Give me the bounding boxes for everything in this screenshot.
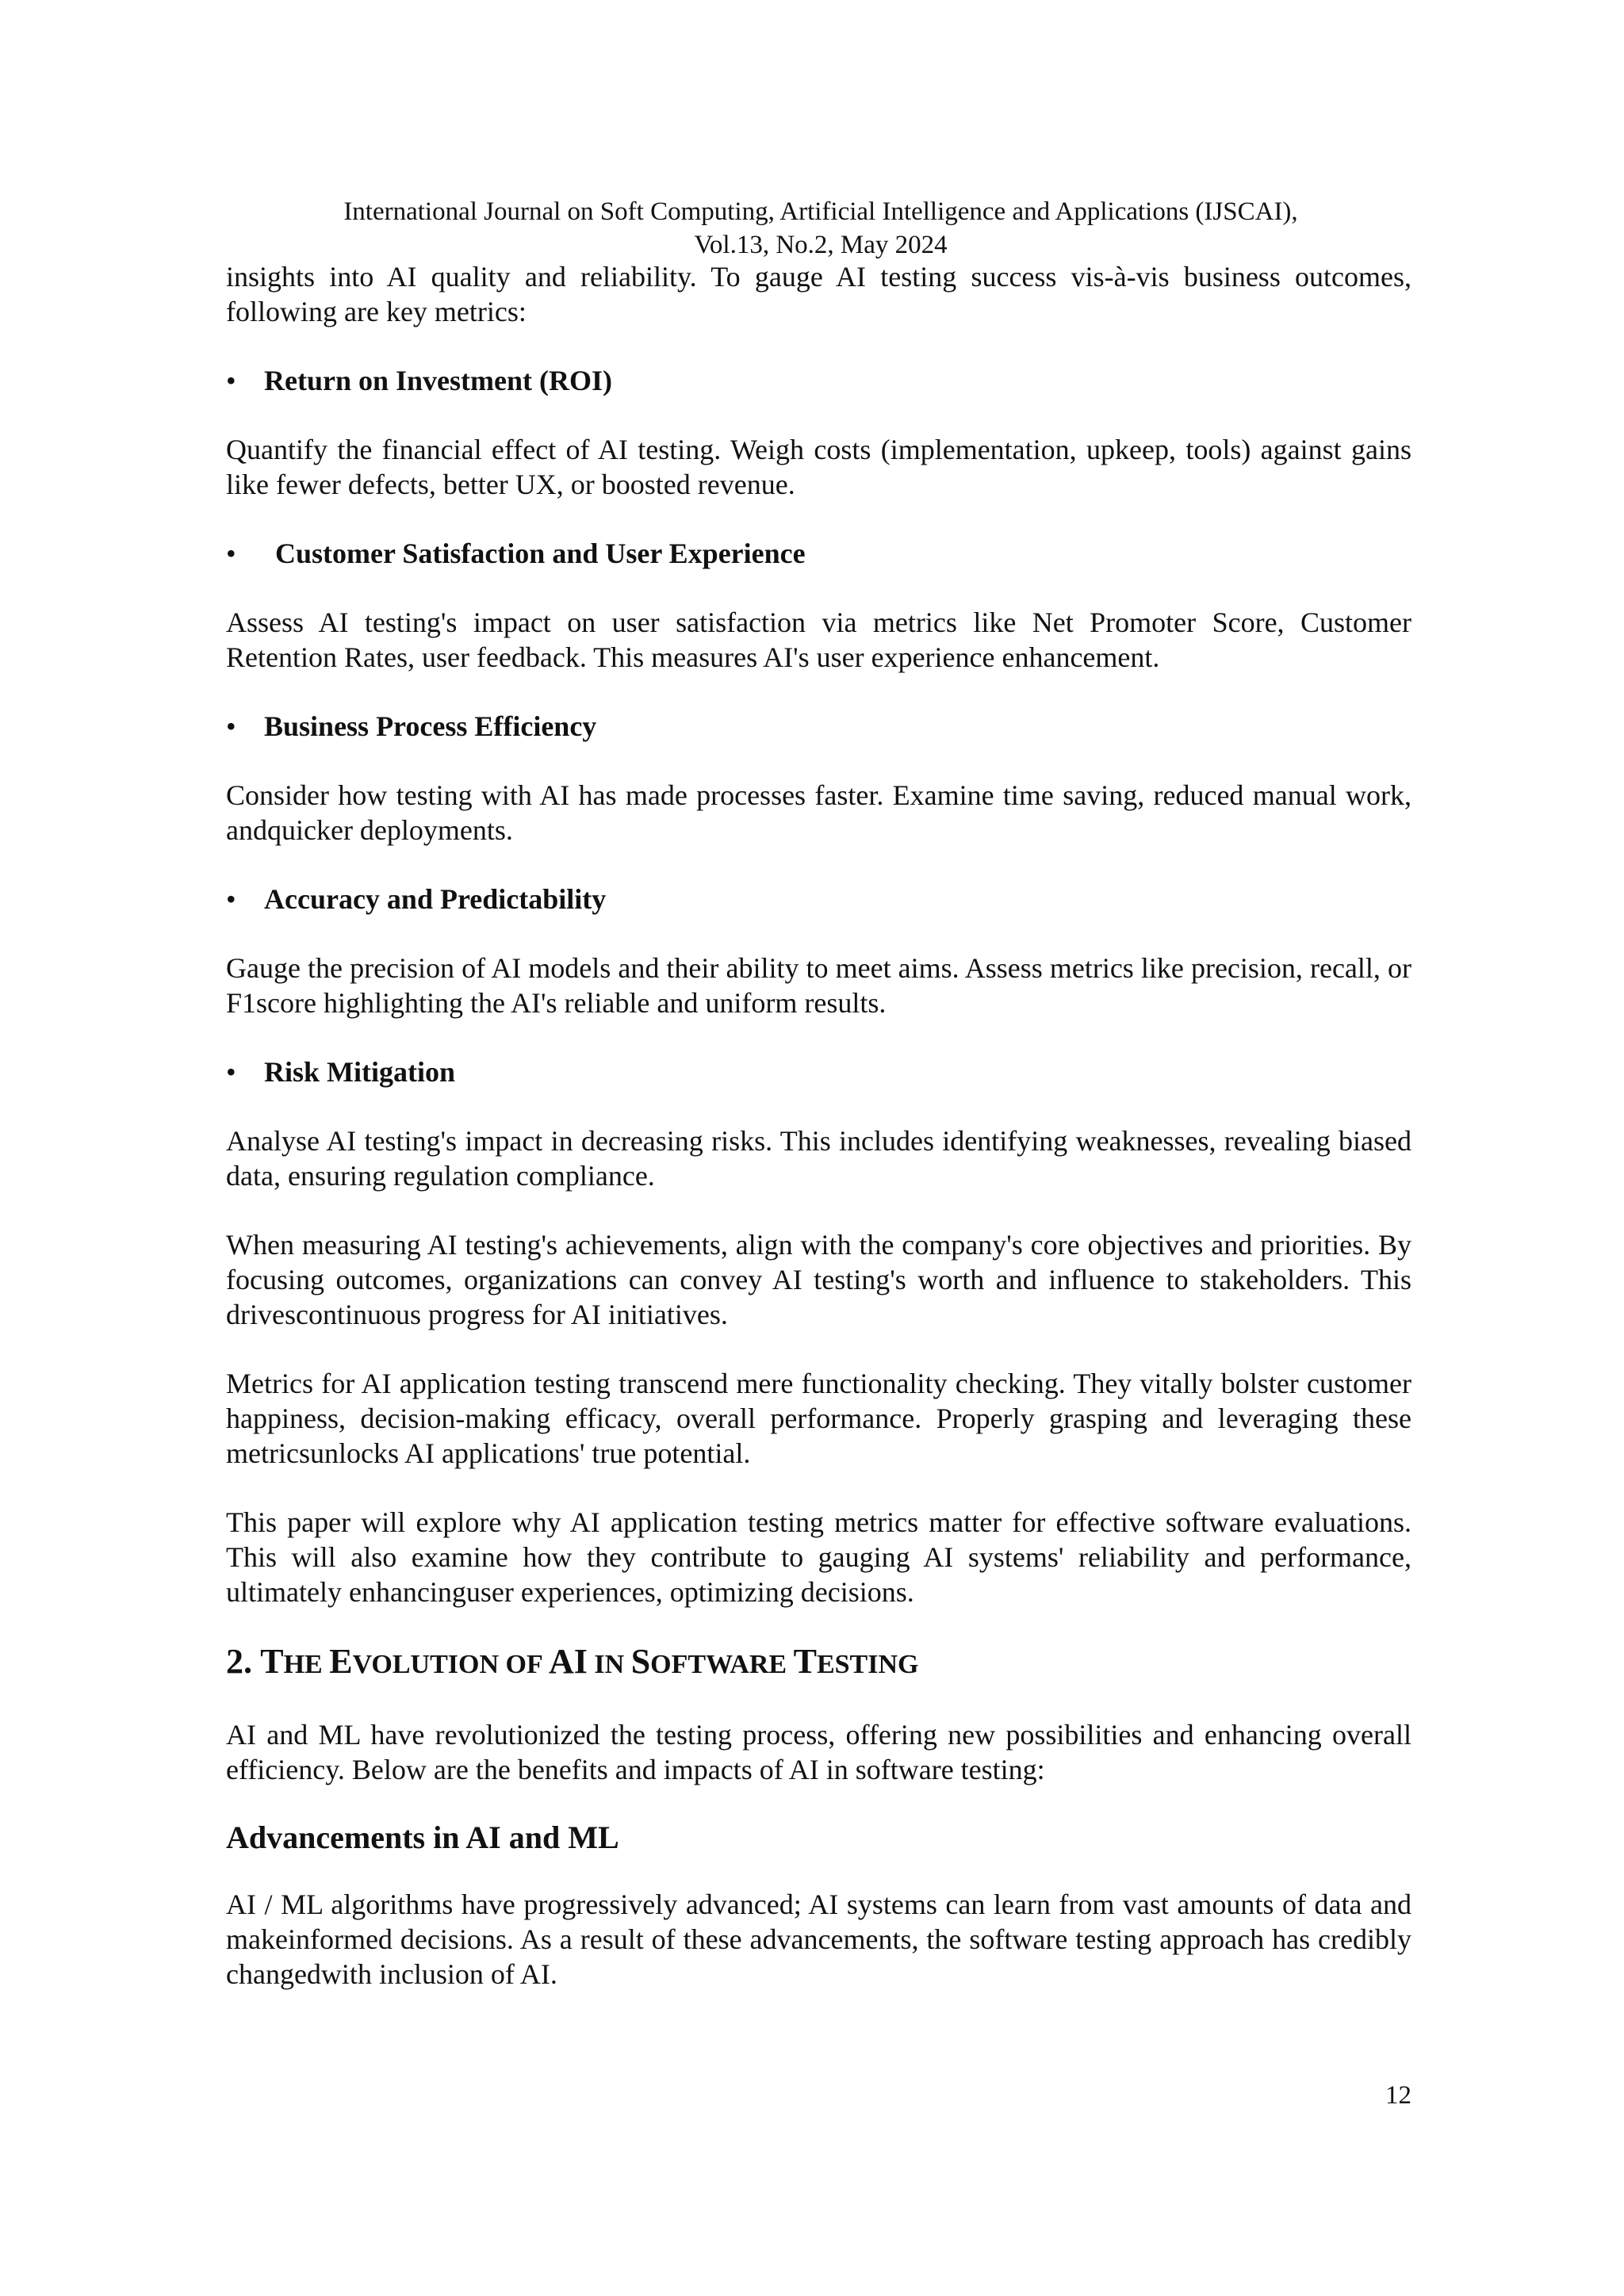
customer-satisfaction-paragraph: Assess AI testing's impact on user satisfaction via metrics like Net Promoter Score, Customer Retention Rates, user feedback. This measures AI's user experience enhancement. [226,607,1411,673]
bullet-title: Accuracy and Predictability [264,883,607,915]
bullet-title: Risk Mitigation [264,1056,456,1088]
intro-paragraph: insights into AI quality and reliability. To gauge AI testing success vis-à-vis business outcomes, following are key metrics: [226,261,1411,327]
bullet-business-process [226,709,1411,744]
bullet-accuracy [226,882,1411,916]
business-process-paragraph: Consider how testing with AI has made processes faster. Examine time saving, reduced manual work, andquicker deployments. [226,779,1411,846]
bullet-icon: • [226,538,236,569]
metrics-paragraph: Metrics for AI application testing transcend mere functionality checking. They vitally bolster customer happiness, decision-making efficacy, overall performance. Properly grasping and leveraging these metricsunlocks AI applications' true potential. [226,1368,1411,1469]
heading-part: S [630,1642,651,1681]
bullet-icon: • [226,710,236,742]
subheading: Advancements in AI and ML [226,1820,619,1855]
page-number: 12 [1385,2081,1411,2110]
journal-header-line1: International Journal on Soft Computing, Artificial Intelligence and Applications (IJSCAI), [343,197,1298,226]
bullet-icon: • [226,365,236,396]
paper-scope-paragraph: This paper will explore why AI application testing metrics matter for effective software evaluations. This will also examine how they contribute to gauging AI systems' reliability and performance, ultimately enhancinguser experiences, optimizing decisions. [226,1506,1411,1608]
main-text [226,259,1411,2026]
heading-part: OFTWARE [650,1650,794,1679]
advancements-paragraph: AI / ML algorithms have progressively advanced; AI systems can learn from vast amounts of data and makeinformed decisions. As a result of these advancements, the software testing approach has credibly changedwith inclusion of AI. [226,1888,1411,1990]
section-heading [226,1641,1411,1686]
heading-part: HE [283,1650,330,1679]
section-number: 2. [226,1642,252,1681]
heading-part: ESTING [816,1650,919,1679]
bullet-icon: • [226,883,236,915]
heading-part: E [329,1642,353,1681]
roi-paragraph: Quantify the financial effect of AI testing. Weigh costs (implementation, upkeep, tools) against gains like fewer defects, better UX, or boosted revenue. [226,434,1411,500]
bullet-title: Customer Satisfaction and User Experience [275,538,806,569]
bullet-title: Business Process Efficiency [264,710,597,742]
journal-header-line2: Vol.13, No.2, May 2024 [694,231,948,259]
section-intro-paragraph: AI and ML have revolutionized the testing process, offering new possibilities and enhancing overall efficiency. Below are the benefits and impacts of AI in software testing: [226,1719,1411,1785]
bullet-roi [226,363,1411,398]
bullet-risk-mitigation [226,1054,1411,1089]
heading-part: VOLUTION OF [352,1650,549,1679]
heading-part: T [793,1642,817,1681]
bullet-customer-satisfaction [226,536,1411,571]
risk-mitigation-paragraph: Analyse AI testing's impact in decreasing risks. This includes identifying weaknesses, revealing biased data, ensuring regulation compliance. [226,1125,1411,1192]
heading-part: IN [587,1650,631,1679]
alignment-paragraph: When measuring AI testing's achievements, align with the company's core objectives and priorities. By focusing outcomes, organizations can convey AI testing's worth and influence to stakeholders. This drivescontinuous progress for AI initiatives. [226,1229,1411,1330]
bullet-icon: • [226,1056,236,1088]
bullet-title: Return on Investment (ROI) [264,365,612,396]
heading-part: AI [548,1642,588,1681]
accuracy-paragraph: Gauge the precision of AI models and their ability to meet aims. Assess metrics like precision, recall, or F1score highlighting the AI's reliable and uniform results. [226,952,1411,1019]
heading-part: T [260,1642,284,1681]
journal-header [226,195,1415,262]
